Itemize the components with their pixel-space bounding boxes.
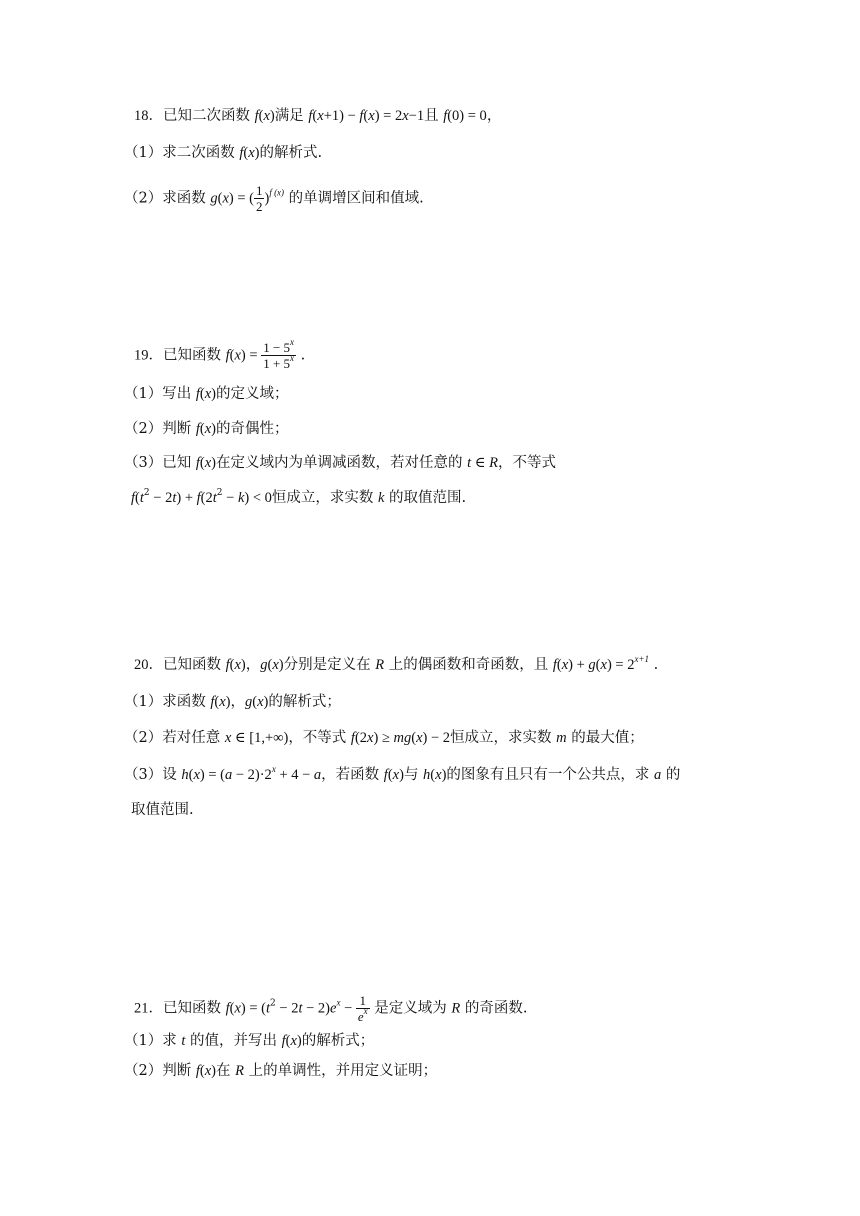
problem-20-stem: 20．已知函数 f(x)，g(x)分别是定义在 R 上的偶函数和奇函数，且 $f(x) + g(x) = 2^{x+1}$ . — [134, 654, 659, 673]
problem-19-stem: 19．已知函数 f(x) = $\frac{1 - 5^x}{1 + 5^x}$ . — [134, 337, 306, 371]
problem-20-part-3-cont: 取值范围. — [131, 802, 194, 818]
problem-19-part-2: （2）判断 f(x)的奇偶性； — [124, 421, 289, 437]
problem-20-part-1: （1）求函数 f(x)，g(x)的解析式； — [124, 694, 341, 710]
problem-19-part-3: （3）已知 f(x)在定义域内为单调减函数，若对任意的 t ∈ R，不等式 — [124, 455, 556, 471]
problem-18-part-2: （2）求函数 g(x) = ( $\frac{1}{2}$ )$^{f (x)}$ 的单调增区间和值域. — [124, 183, 424, 214]
problem-21-stem: 21．已知函数 $f(x) = (t^2 - 2t - 2)e^x$ − $\frac{1}{e^x}$ 是定义域为 R 的奇函数. — [134, 993, 528, 1024]
problem-18-part-1: （1）求二次函数 f(x)的解析式. — [124, 145, 323, 161]
problem-19-part-1: （1）写出 f(x)的定义域； — [124, 386, 289, 402]
problem-20-part-3: （3）设 $h(x) = (a - 2)\cdot 2^x + 4 - a$，若函数 f(x)与 h(x)的图象有且只有一个公共点，求 a 的 — [124, 764, 681, 783]
problem-20-part-2: （2）若对任意 x ∈ [1,+∞)，不等式 f(2x) ≥ mg(x) − 2恒成立，求实数 m 的最大值； — [124, 730, 644, 746]
problem-18-stem: 18．已知二次函数 f(x)满足 f(x+1) − f(x) = 2x−1且 f(0) = 0， — [134, 108, 502, 124]
problem-21-part-1: （1）求 t 的值，并写出 f(x)的解析式； — [124, 1033, 375, 1049]
problem-21-part-2: （2）判断 f(x)在 R 上的单调性，并用定义证明； — [124, 1063, 438, 1079]
problem-19-part-3-cont: $f(t^2 - 2t) + f(2t^2 - k) < 0$恒成立，求实数 k 的取值范围. — [131, 488, 467, 506]
